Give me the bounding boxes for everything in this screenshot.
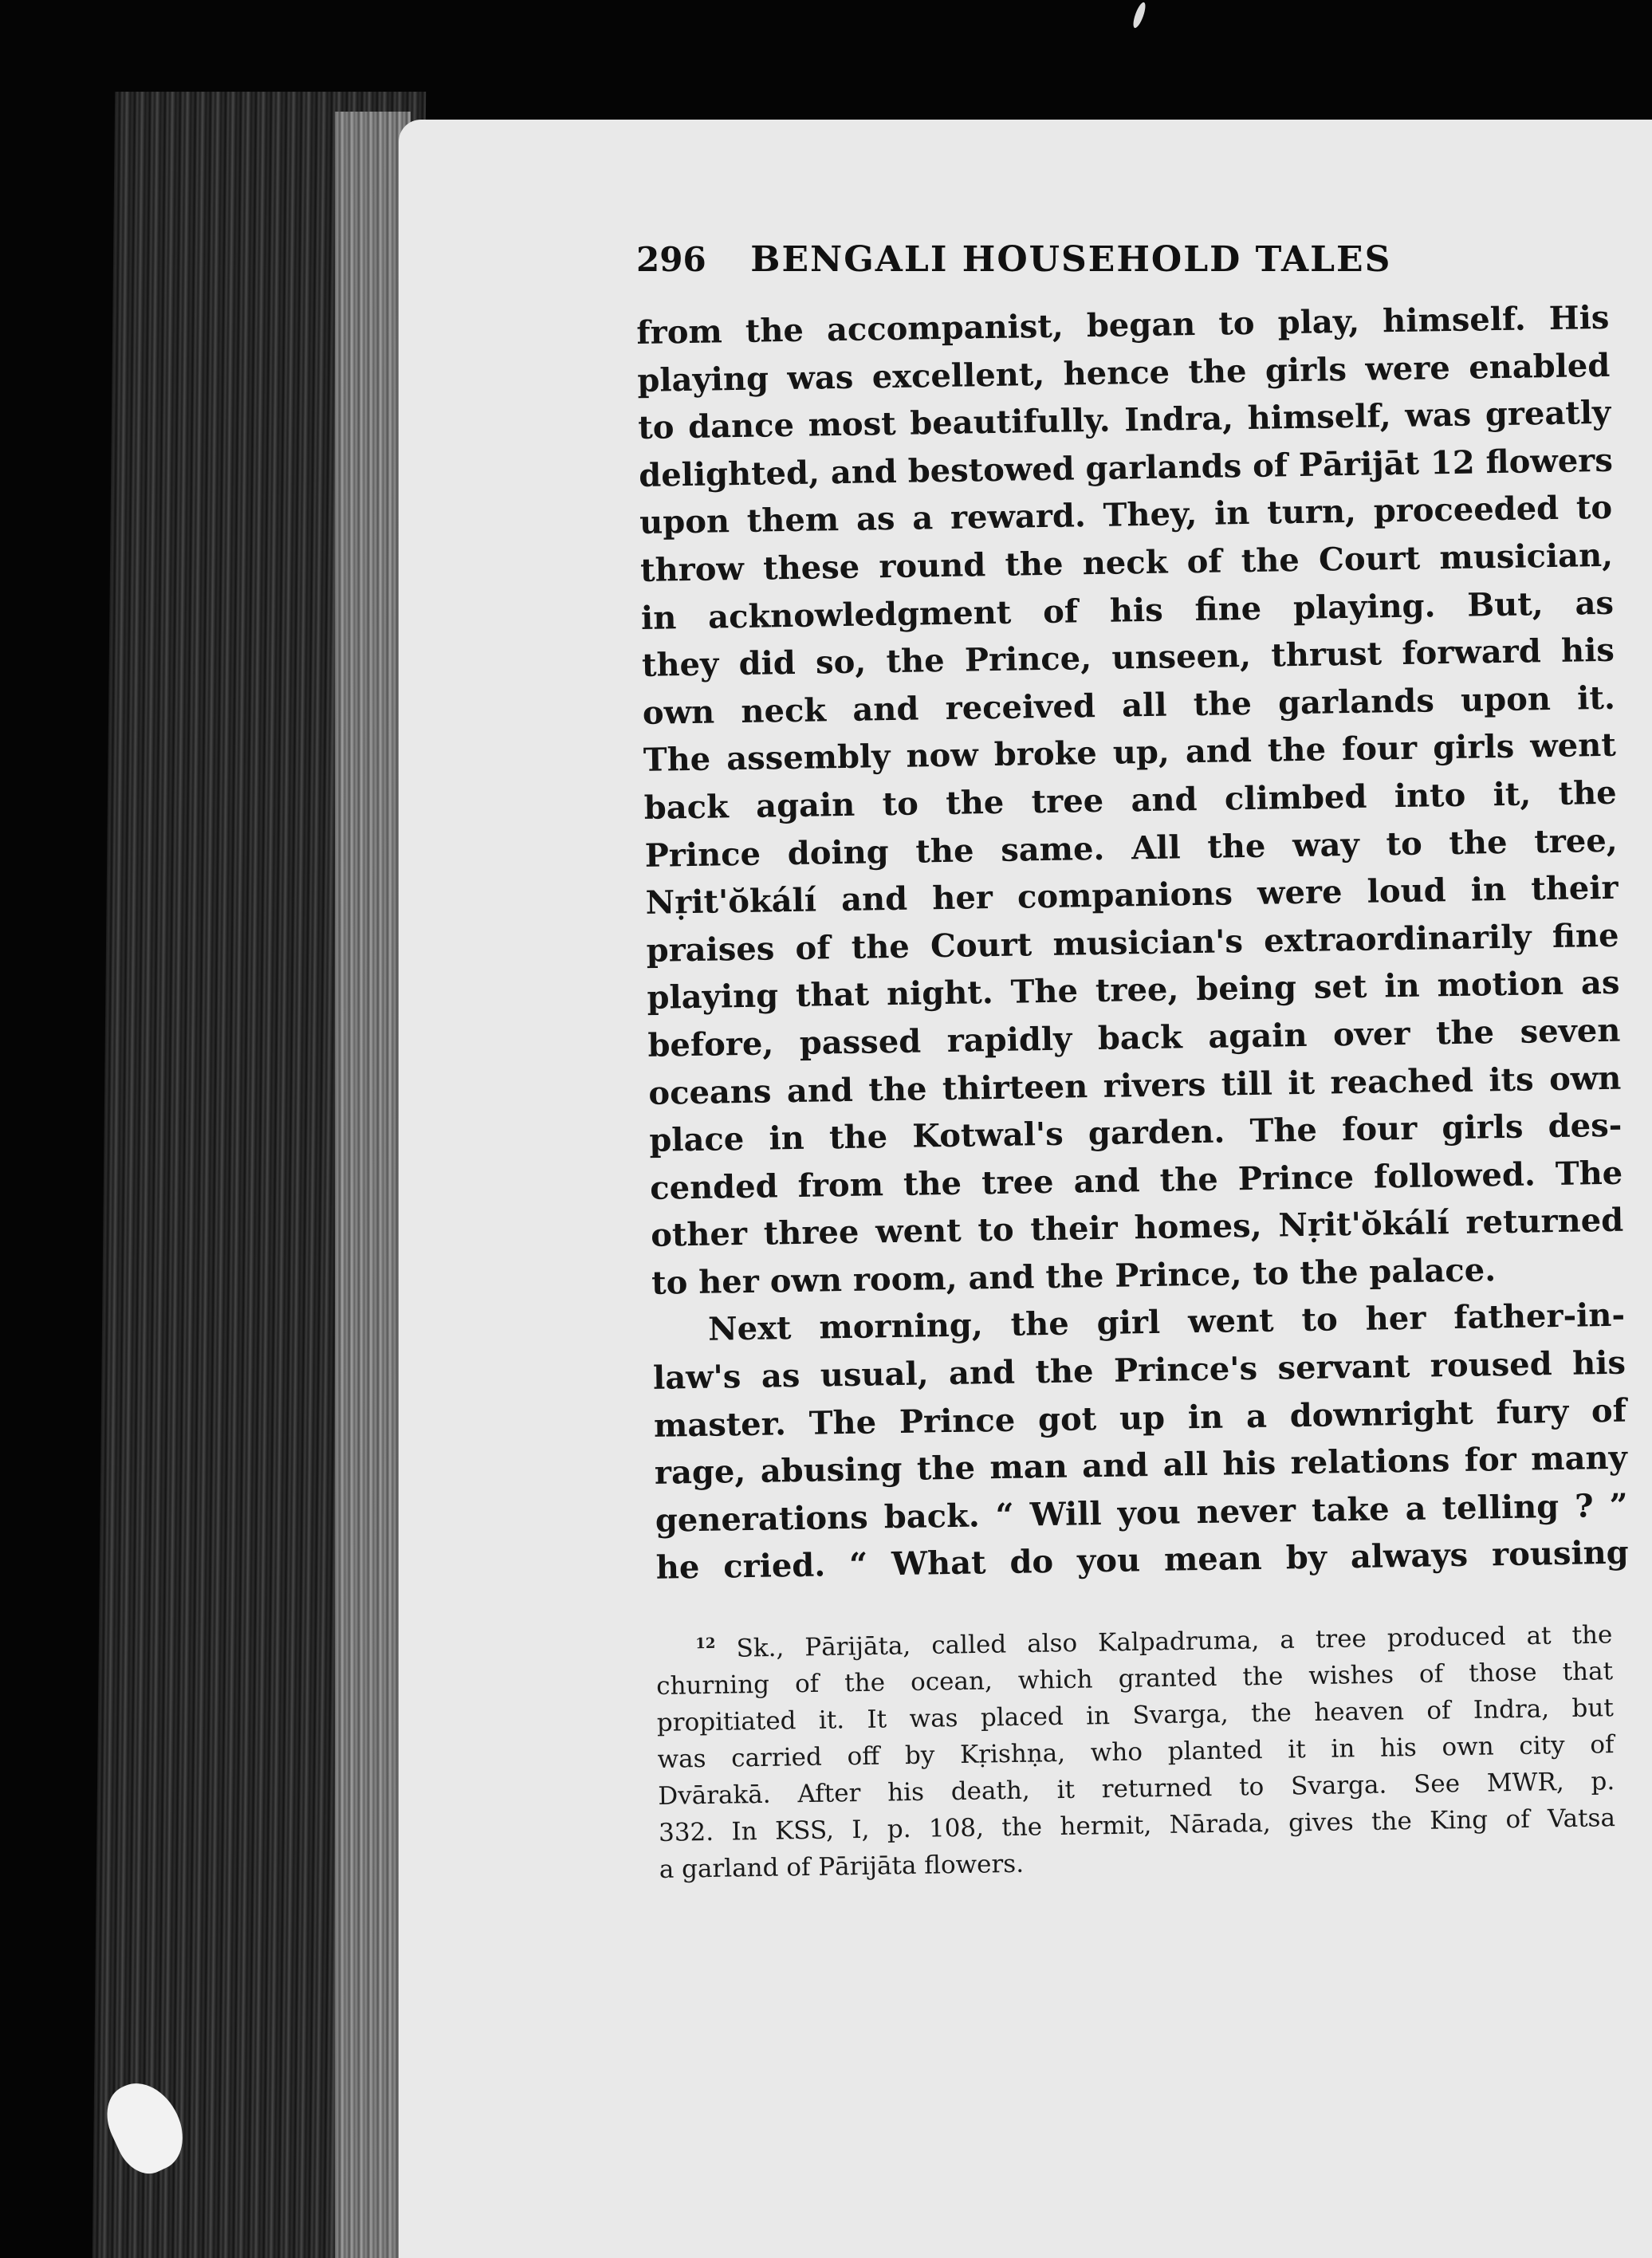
page-number: 296 xyxy=(636,240,706,279)
body-line: in acknowledgment of his fine playing. But, as xyxy=(640,584,1615,637)
body-line: from the accompanist, began to play, himself. His xyxy=(636,298,1610,352)
scan-speck xyxy=(1131,1,1147,29)
body-line: praises of the Court musician's extraordinarily fine xyxy=(646,916,1619,970)
footnote-line: was carried off by Kṛishṇa, who planted it in his own city of xyxy=(657,1730,1615,1775)
body-line: throw these round the neck of the Court musician, xyxy=(639,536,1614,589)
body-line: oceans and the thirteen rivers till it reached its own xyxy=(648,1059,1622,1112)
body-line: he cried. “ What do you mean by always rousing xyxy=(655,1534,1630,1587)
body-line: Prince doing the same. All the way to the tree, xyxy=(644,821,1618,875)
footnote-line: 332. In KSS, I, p. 108, the hermit, Nārada, gives the King of Vatsa xyxy=(658,1804,1616,1848)
body-line: they did so, the Prince, unseen, thrust forward his xyxy=(641,631,1615,685)
footnote-text: Sk., Pārijāta, called also Kalpadruma, a tree produced at the xyxy=(736,1620,1613,1663)
body-line: own neck and received all the garlands upon it. xyxy=(642,679,1616,732)
body-line: playing was excellent, hence the girls were enabled xyxy=(637,346,1611,399)
running-head xyxy=(636,239,1513,280)
running-head-title: BENGALI HOUSEHOLD TALES xyxy=(750,239,1392,280)
body-line: other three went to their homes, Nṛit'ŏkálí returned xyxy=(650,1201,1624,1255)
body-line: The assembly now broke up, and the four girls went xyxy=(643,726,1617,780)
body-line: to her own room, and the Prince, to the palace. xyxy=(651,1251,1497,1302)
body-line: before, passed rapidly back again over the seven xyxy=(647,1011,1621,1064)
body-line: playing that night. The tree, being set in motion as xyxy=(647,964,1620,1017)
footnote-line: a garland of Pārijāta flowers. xyxy=(659,1850,1025,1885)
body-line: place in the Kotwal's garden. The four girls des- xyxy=(649,1106,1622,1159)
footnote-line: propitiated it. It was placed in Svarga, the heaven of Indra, but xyxy=(656,1694,1615,1738)
body-line: master. The Prince got up in a downright fury of xyxy=(653,1391,1627,1445)
body-line: Nṛit'ŏkálí and her companions were loud in their xyxy=(645,868,1619,922)
body-line: upon them as a reward. They, in turn, proceeded to xyxy=(639,489,1613,542)
body-line: to dance most beautifully. Indra, himself, was greatly xyxy=(637,394,1611,447)
body-line: back again to the tree and climbed into it, the xyxy=(643,773,1618,827)
footnote-line: churning of the ocean, which granted the wishes of those that xyxy=(655,1657,1614,1701)
body-text xyxy=(636,294,1629,1592)
body-line: rage, abusing the man and all his relations for many xyxy=(654,1438,1628,1493)
body-line: cended from the tree and the Prince followed. The xyxy=(649,1154,1623,1207)
footnote-marker: 12 xyxy=(695,1634,716,1653)
footnote-line: Dvārakā. After his death, it returned to Svarga. See MWR, p. xyxy=(658,1767,1615,1812)
body-line: delighted, and bestowed garlands of Pārijāt 12 flowers xyxy=(638,441,1614,494)
body-line: Next morning, the girl went to her father-in- xyxy=(707,1296,1626,1349)
body-line: law's as usual, and the Prince's servant roused his xyxy=(652,1343,1626,1397)
body-line: generations back. “ Will you never take a telling ? ” xyxy=(655,1486,1629,1540)
footnote xyxy=(655,1611,1616,1888)
